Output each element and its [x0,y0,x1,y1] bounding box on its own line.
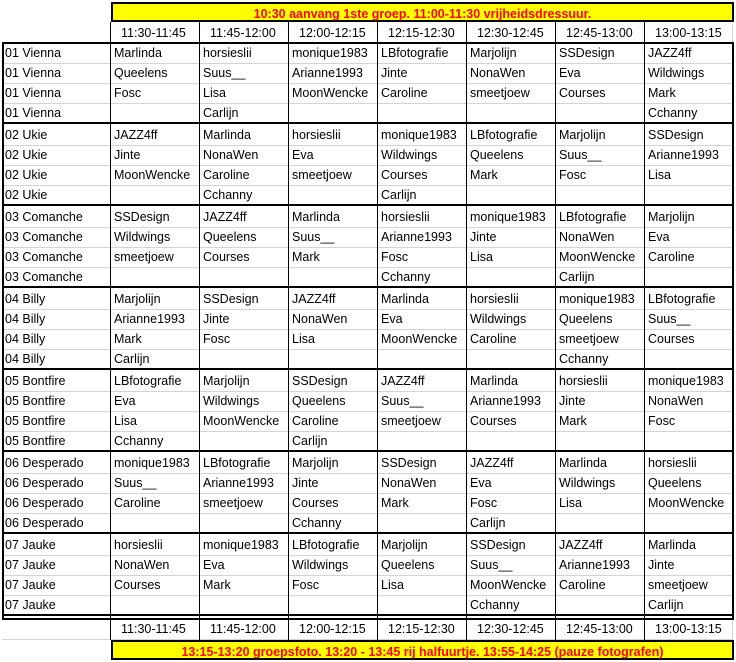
rider-cell[interactable]: Marjolijn [378,536,467,556]
table-row [2,64,733,84]
time-header-bottom [2,620,733,640]
rider-cell[interactable]: Carlijn [645,596,733,616]
rider-cell[interactable]: LBfotografie [200,454,289,474]
horse-name-cell[interactable]: 03 Comanche [2,208,111,228]
rider-cell[interactable] [378,596,467,616]
rider-cell[interactable]: monique1983 [467,208,556,228]
rider-cell[interactable]: LBfotografie [467,126,556,146]
rider-cell[interactable] [467,350,556,370]
rider-cell[interactable]: Mark [289,248,378,268]
time-slot-header[interactable]: 12:45-13:00 [556,620,645,640]
rider-cell[interactable]: Courses [111,576,200,596]
rider-cell[interactable]: Wildwings [556,474,645,494]
rider-cell[interactable]: SSDesign [200,290,289,310]
rider-cell[interactable]: Courses [289,494,378,514]
rider-cell[interactable]: Courses [200,248,289,268]
rider-cell[interactable]: Carlijn [467,514,556,534]
horse-name-cell[interactable]: 01 Vienna [2,84,111,104]
rider-cell[interactable]: MoonWencke [556,248,645,268]
rider-cell[interactable]: LBfotografie [111,372,200,392]
rider-cell[interactable] [200,350,289,370]
rider-cell[interactable]: Arianne1993 [289,64,378,84]
rider-cell[interactable]: Jinte [467,228,556,248]
rider-cell[interactable] [289,186,378,206]
rider-cell[interactable]: NonaWen [645,392,733,412]
table-row [2,248,733,268]
rider-cell[interactable]: SSDesign [467,536,556,556]
rider-cell[interactable] [467,104,556,124]
time-slot-header[interactable]: 12:15-12:30 [378,24,467,44]
rider-cell[interactable]: Marlinda [200,126,289,146]
rider-cell[interactable]: Wildwings [111,228,200,248]
rider-cell[interactable]: NonaWen [467,64,556,84]
time-slot-header[interactable]: 11:30-11:45 [111,620,200,640]
horse-name-cell[interactable]: 05 Bontfire [2,372,111,392]
rider-cell[interactable]: Arianne1993 [467,392,556,412]
rider-cell[interactable]: Cchanny [200,186,289,206]
bottom-banner[interactable]: 13:15-13:20 groepsfoto. 13:20 - 13:45 rij halfuurtje. 13:55-14:25 (pauze fotografen) [111,640,734,660]
rider-cell[interactable] [200,596,289,616]
rider-cell[interactable]: Caroline [289,412,378,432]
rider-cell[interactable] [556,596,645,616]
rider-cell[interactable]: Arianne1993 [556,556,645,576]
rider-cell[interactable]: Caroline [645,248,733,268]
rider-cell[interactable]: JAZZ4ff [200,208,289,228]
rider-cell[interactable]: smeetjoew [556,330,645,350]
rider-cell[interactable] [467,432,556,452]
time-slot-header[interactable]: 12:15-12:30 [378,620,467,640]
rider-cell[interactable]: horsieslii [645,454,733,474]
rider-cell[interactable]: horsieslii [467,290,556,310]
rider-cell[interactable]: smeetjoew [200,494,289,514]
rider-cell[interactable]: Eva [378,310,467,330]
rider-cell[interactable]: Marjolijn [556,126,645,146]
rider-cell[interactable]: Suus__ [645,310,733,330]
table-row [2,104,733,124]
rider-cell[interactable]: Jinte [200,310,289,330]
horse-name-cell[interactable]: 07 Jauke [2,556,111,576]
rider-cell[interactable]: Queelens [645,474,733,494]
time-slot-header[interactable]: 11:30-11:45 [111,24,200,44]
rider-cell[interactable]: Suus__ [378,392,467,412]
rider-cell[interactable]: Caroline [111,494,200,514]
rider-cell[interactable]: Jinte [111,146,200,166]
rider-cell[interactable] [200,268,289,288]
rider-cell[interactable]: Marlinda [289,208,378,228]
rider-cell[interactable]: Cchanny [289,514,378,534]
rider-cell[interactable]: SSDesign [556,44,645,64]
rider-cell[interactable]: Queelens [111,64,200,84]
table-row [2,186,733,206]
rider-cell[interactable]: horsieslii [556,372,645,392]
rider-cell[interactable] [556,514,645,534]
rider-cell[interactable] [556,104,645,124]
rider-cell[interactable]: Queelens [467,146,556,166]
rider-cell[interactable]: JAZZ4ff [556,536,645,556]
rider-cell[interactable]: Cchanny [111,432,200,452]
horse-name-cell[interactable]: 07 Jauke [2,596,111,616]
rider-cell[interactable] [111,514,200,534]
time-slot-header[interactable]: 12:30-12:45 [467,620,556,640]
rider-cell[interactable]: Queelens [200,228,289,248]
rider-cell[interactable] [289,268,378,288]
rider-cell[interactable]: Suus__ [467,556,556,576]
rider-cell[interactable]: Suus__ [556,146,645,166]
table-row [2,310,733,330]
horse-name-cell[interactable]: 02 Ukie [2,126,111,146]
rider-cell[interactable] [467,268,556,288]
rider-cell[interactable]: Fosc [556,166,645,186]
rider-cell[interactable]: Suus__ [200,64,289,84]
rider-cell[interactable]: Courses [378,166,467,186]
rider-cell[interactable] [289,350,378,370]
rider-cell[interactable] [378,104,467,124]
rider-cell[interactable]: Mark [378,494,467,514]
table-row [2,350,733,370]
rider-cell[interactable]: Eva [289,146,378,166]
rider-cell[interactable]: smeetjoew [289,166,378,186]
corner-cell[interactable] [2,620,111,640]
rider-cell[interactable]: Cchanny [467,596,556,616]
rider-cell[interactable]: Arianne1993 [645,146,733,166]
horse-name-cell[interactable]: 05 Bontfire [2,432,111,452]
rider-cell[interactable]: Lisa [111,412,200,432]
rider-cell[interactable] [378,514,467,534]
rider-cell[interactable] [556,186,645,206]
rider-cell[interactable]: monique1983 [289,44,378,64]
table-row [2,372,733,392]
rider-cell[interactable]: Marjolijn [200,372,289,392]
rider-cell[interactable]: Eva [467,474,556,494]
rider-cell[interactable]: Marjolijn [111,290,200,310]
rider-cell[interactable]: Courses [556,84,645,104]
rider-cell[interactable]: MoonWencke [378,330,467,350]
rider-cell[interactable]: Lisa [200,84,289,104]
rider-cell[interactable]: Fosc [111,84,200,104]
rider-cell[interactable]: Fosc [467,494,556,514]
rider-cell[interactable]: Arianne1993 [378,228,467,248]
table-row [2,290,733,310]
table-row [2,474,733,494]
rider-cell[interactable] [378,432,467,452]
rider-cell[interactable]: Wildwings [200,392,289,412]
table-row [2,330,733,350]
table-row [2,268,733,288]
rider-cell[interactable]: Wildwings [645,64,733,84]
rider-cell[interactable]: smeetjoew [378,412,467,432]
rider-cell[interactable]: Mark [556,412,645,432]
rider-cell[interactable]: monique1983 [111,454,200,474]
rider-cell[interactable]: Courses [645,330,733,350]
rider-cell[interactable]: Marlinda [467,372,556,392]
time-slot-header[interactable]: 12:00-12:15 [289,620,378,640]
rider-cell[interactable]: SSDesign [289,372,378,392]
table-row [2,126,733,146]
rider-cell[interactable]: smeetjoew [645,576,733,596]
rider-cell[interactable]: LBfotografie [645,290,733,310]
top-banner[interactable]: 10:30 aanvang 1ste groep. 11:00-11:30 vrijheidsdressuur. [111,2,734,22]
rider-cell[interactable]: JAZZ4ff [467,454,556,474]
rider-cell[interactable]: horsieslii [200,44,289,64]
horse-name-cell[interactable]: 01 Vienna [2,104,111,124]
rider-cell[interactable]: Jinte [556,392,645,412]
rider-cell[interactable]: Eva [200,556,289,576]
rider-cell[interactable] [200,432,289,452]
horse-name-cell[interactable]: 06 Desperado [2,474,111,494]
rider-cell[interactable]: Lisa [556,494,645,514]
horse-name-cell[interactable]: 02 Ukie [2,186,111,206]
rider-cell[interactable]: Carlijn [289,432,378,452]
horse-name-cell[interactable]: 04 Billy [2,310,111,330]
table-row [2,514,733,534]
rider-cell[interactable]: Caroline [200,166,289,186]
rider-cell[interactable]: Caroline [378,84,467,104]
horse-name-cell[interactable]: 04 Billy [2,290,111,310]
horse-name-cell[interactable]: 07 Jauke [2,576,111,596]
rider-cell[interactable]: Cchanny [556,350,645,370]
horse-name-cell[interactable]: 05 Bontfire [2,412,111,432]
rider-cell[interactable]: Marlinda [378,290,467,310]
rider-cell[interactable]: Marjolijn [289,454,378,474]
horse-name-cell[interactable]: 02 Ukie [2,146,111,166]
rider-cell[interactable]: MoonWencke [467,576,556,596]
horse-name-cell[interactable]: 05 Bontfire [2,392,111,412]
time-slot-header[interactable]: 12:00-12:15 [289,24,378,44]
rider-cell[interactable]: Wildwings [378,146,467,166]
horse-name-cell[interactable]: 06 Desperado [2,454,111,474]
rider-cell[interactable]: Caroline [556,576,645,596]
rider-cell[interactable]: horsieslii [378,208,467,228]
rider-cell[interactable]: Caroline [467,330,556,350]
time-slot-header[interactable]: 11:45-12:00 [200,24,289,44]
rider-cell[interactable]: Lisa [378,576,467,596]
rider-cell[interactable]: Suus__ [289,228,378,248]
rider-cell[interactable]: Jinte [378,64,467,84]
rider-cell[interactable] [378,350,467,370]
table-row [2,44,733,64]
rider-cell[interactable]: Wildwings [467,310,556,330]
rider-cell[interactable]: Eva [645,228,733,248]
rider-cell[interactable]: Arianne1993 [111,310,200,330]
rider-cell[interactable]: Carlijn [200,104,289,124]
table-row [2,208,733,228]
table-row [2,432,733,452]
rider-cell[interactable]: monique1983 [378,126,467,146]
rider-cell[interactable]: Cchanny [378,268,467,288]
rider-cell[interactable] [111,104,200,124]
horse-name-cell[interactable]: 01 Vienna [2,64,111,84]
corner-cell[interactable] [2,24,111,44]
table-row [2,84,733,104]
rider-cell[interactable]: monique1983 [645,372,733,392]
rider-cell[interactable]: smeetjoew [111,248,200,268]
time-slot-header[interactable]: 12:45-13:00 [556,24,645,44]
table-row [2,494,733,514]
rider-cell[interactable]: smeetjoew [467,84,556,104]
rider-cell[interactable]: MoonWencke [289,84,378,104]
table-row [2,392,733,412]
rider-cell[interactable]: Jinte [289,474,378,494]
time-slot-header[interactable]: 11:45-12:00 [200,620,289,640]
horse-name-cell[interactable]: 07 Jauke [2,536,111,556]
table-row [2,576,733,596]
table-row [2,412,733,432]
rider-cell[interactable]: LBfotografie [556,208,645,228]
horse-name-cell[interactable]: 01 Vienna [2,44,111,64]
table-row [2,228,733,248]
horse-name-cell[interactable]: 03 Comanche [2,248,111,268]
rider-cell[interactable]: Carlijn [111,350,200,370]
rider-cell[interactable]: SSDesign [111,208,200,228]
rider-cell[interactable]: Lisa [289,330,378,350]
horse-name-cell[interactable]: 06 Desperado [2,494,111,514]
rider-cell[interactable] [467,186,556,206]
rider-cell[interactable]: Marjolijn [645,208,733,228]
rider-cell[interactable]: Fosc [378,248,467,268]
rider-cell[interactable]: Queelens [378,556,467,576]
rider-cell[interactable]: Fosc [289,576,378,596]
rider-cell[interactable]: JAZZ4ff [289,290,378,310]
rider-cell[interactable]: NonaWen [200,146,289,166]
rider-cell[interactable] [645,432,733,452]
rider-cell[interactable]: Marlinda [111,44,200,64]
rider-cell[interactable] [289,596,378,616]
rider-cell[interactable]: Mark [200,576,289,596]
table-row [2,454,733,474]
rider-cell[interactable]: NonaWen [111,556,200,576]
rider-cell[interactable] [645,268,733,288]
rider-cell[interactable]: Eva [111,392,200,412]
rider-cell[interactable]: LBfotografie [378,44,467,64]
table-row [2,536,733,556]
table-row [2,166,733,186]
rider-cell[interactable]: Eva [556,64,645,84]
rider-cell[interactable]: NonaWen [289,310,378,330]
rider-cell[interactable]: horsieslii [111,536,200,556]
table-row [2,596,733,616]
rider-cell[interactable]: Wildwings [289,556,378,576]
rider-cell[interactable] [200,514,289,534]
horse-name-cell[interactable]: 06 Desperado [2,514,111,534]
rider-cell[interactable]: Carlijn [556,268,645,288]
rider-cell[interactable] [111,268,200,288]
rider-cell[interactable]: Carlijn [378,186,467,206]
rider-cell[interactable] [645,186,733,206]
rider-cell[interactable]: JAZZ4ff [111,126,200,146]
rider-cell[interactable]: Arianne1993 [200,474,289,494]
rider-cell[interactable]: MoonWencke [200,412,289,432]
rider-cell[interactable]: Marlinda [556,454,645,474]
rider-cell[interactable] [111,186,200,206]
rider-cell[interactable]: Mark [645,84,733,104]
rider-cell[interactable]: Queelens [289,392,378,412]
time-slot-header[interactable]: 13:00-13:15 [645,620,733,640]
rider-cell[interactable]: Cchanny [645,104,733,124]
rider-cell[interactable]: JAZZ4ff [378,372,467,392]
time-header-top [2,24,733,44]
rider-cell[interactable]: Lisa [645,166,733,186]
rider-cell[interactable]: NonaWen [556,228,645,248]
table-row [2,556,733,576]
rider-cell[interactable]: SSDesign [378,454,467,474]
rider-cell[interactable] [645,514,733,534]
time-slot-header[interactable]: 13:00-13:15 [645,24,733,44]
horse-name-cell[interactable]: 03 Comanche [2,228,111,248]
horse-name-cell[interactable]: 03 Comanche [2,268,111,288]
rider-cell[interactable]: Jinte [645,556,733,576]
horse-name-cell[interactable]: 04 Billy [2,350,111,370]
rider-cell[interactable]: Fosc [200,330,289,350]
rider-cell[interactable]: Suus__ [111,474,200,494]
rider-cell[interactable]: Lisa [467,248,556,268]
rider-cell[interactable]: JAZZ4ff [645,44,733,64]
rider-cell[interactable]: MoonWencke [111,166,200,186]
rider-cell[interactable]: Mark [111,330,200,350]
rider-cell[interactable]: MoonWencke [645,494,733,514]
horse-name-cell[interactable]: 02 Ukie [2,166,111,186]
rider-cell[interactable]: monique1983 [556,290,645,310]
table-row [2,146,733,166]
rider-cell[interactable]: Mark [467,166,556,186]
time-slot-header[interactable]: 12:30-12:45 [467,24,556,44]
rider-cell[interactable]: LBfotografie [289,536,378,556]
rider-cell[interactable]: Courses [467,412,556,432]
rider-cell[interactable]: monique1983 [200,536,289,556]
rider-cell[interactable] [645,350,733,370]
rider-cell[interactable]: SSDesign [645,126,733,146]
rider-cell[interactable]: Fosc [645,412,733,432]
rider-cell[interactable] [556,432,645,452]
rider-cell[interactable] [111,596,200,616]
rider-cell[interactable]: Marlinda [645,536,733,556]
rider-cell[interactable]: NonaWen [378,474,467,494]
rider-cell[interactable] [289,104,378,124]
horse-name-cell[interactable]: 04 Billy [2,330,111,350]
rider-cell[interactable]: horsieslii [289,126,378,146]
spreadsheet-grid [2,2,734,660]
rider-cell[interactable]: Queelens [556,310,645,330]
rider-cell[interactable]: Marjolijn [467,44,556,64]
